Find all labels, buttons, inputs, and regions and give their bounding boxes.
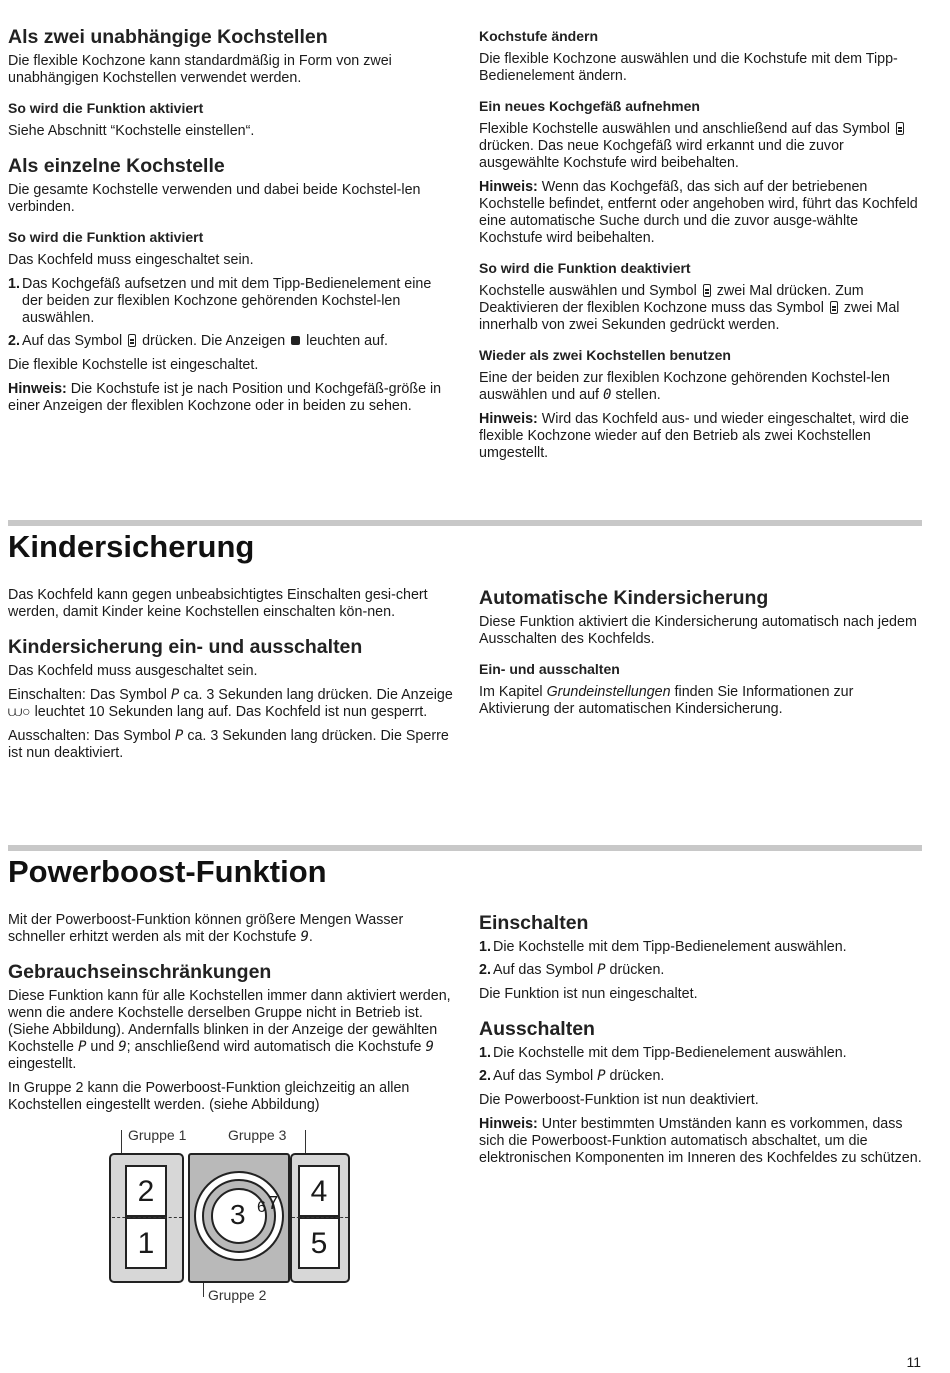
- heading-neues-kochgefaess: Ein neues Kochgefäß aufnehmen: [479, 98, 700, 114]
- label-gruppe-3: Gruppe 3: [228, 1127, 287, 1143]
- text-part: Kochstelle auswählen und Symbol: [479, 283, 697, 299]
- list-item: [8, 276, 454, 327]
- digit-zero-symbol: 0: [603, 387, 612, 403]
- power-p-symbol: P: [597, 1068, 606, 1084]
- level-9-symbol: 9: [118, 1039, 127, 1055]
- einschalten-steps: [479, 939, 923, 979]
- text-part: ; anschließend wird automatisch die Kochstufe: [126, 1039, 422, 1055]
- heading-ein-ausschalten: Ein- und ausschalten: [479, 661, 620, 677]
- hinweis-label: Hinweis:: [479, 411, 538, 427]
- flex-zone-icon: [128, 334, 136, 347]
- divider-dashed: [112, 1217, 182, 1218]
- step-text: [493, 1068, 923, 1085]
- flex-zone-icon: [896, 122, 904, 135]
- hinweis-label: Hinweis:: [479, 179, 538, 195]
- heading-einzelne-kochstelle: Als einzelne Kochstelle: [8, 155, 225, 177]
- heading-kindersicherung-ein-aus: Kindersicherung ein- und ausschalten: [8, 636, 363, 658]
- text-part: Diese Funktion kann für alle Kochstellen immer dann aktiviert werden, wenn die andere Kochstelle derselben Gruppe nicht in Betrieb ist. (Siehe Abbildung). Andernfalls blinken in der Anzeige der gewählten Kochstelle: [8, 988, 451, 1055]
- heading-deaktiviert: So wird die Funktion deaktiviert: [479, 260, 691, 276]
- heading-kochstufe-aendern: Kochstufe ändern: [479, 28, 599, 44]
- label-gruppe-2: Gruppe 2: [208, 1287, 267, 1303]
- section-divider: [8, 845, 922, 851]
- step-text: Die Kochstelle mit dem Tipp-Bedienelement auswählen.: [493, 1045, 847, 1061]
- level-9-symbol: 9: [300, 929, 309, 945]
- paragraph-deaktiviert-done: Die Powerboost-Funktion ist nun deaktiviert.: [479, 1092, 759, 1108]
- right-column-top: [479, 25, 923, 469]
- section-title-powerboost: Powerboost-Funktion: [8, 854, 327, 889]
- hinweis-text: Die Kochstufe ist je nach Position und Kochgefäß-größe in einer Anzeigen der flexiblen Kochzone oder in beiden zu sehen.: [8, 381, 442, 414]
- chapter-reference: Grundeinstellungen: [546, 684, 671, 700]
- label-gruppe-1: Gruppe 1: [128, 1127, 187, 1143]
- heading-aktiviert-2: So wird die Funktion aktiviert: [8, 229, 204, 245]
- level-9-symbol: 9: [425, 1039, 434, 1055]
- paragraph-neues-kochgefaess: [479, 121, 923, 172]
- hinweis-text: Wird das Kochfeld aus- und wieder eingeschaltet, wird die flexible Kochzone wieder auf den Betrieb als zwei Kochstellen umgestellt.: [479, 411, 909, 461]
- hinweis-label: Hinweis:: [8, 381, 67, 397]
- text-part: ca. 3 Sekunden lang drücken. Die Anzeige: [183, 687, 453, 703]
- hinweis-power: [479, 1116, 923, 1167]
- paragraph-kochstufe: Die flexible Kochzone auswählen und die Kochstufe mit dem Tipp-Bedienelement ändern.: [479, 51, 898, 84]
- text-part: Eine der beiden zur flexiblen Kochzone gehörenden Kochstel-len auswählen und auf: [479, 370, 890, 403]
- paragraph-einzeln: Die gesamte Kochstelle verwenden und dabei beide Kochstel-len verbinden.: [8, 182, 421, 215]
- list-item: [479, 939, 923, 956]
- heading-wieder-zwei: Wieder als zwei Kochstellen benutzen: [479, 347, 731, 363]
- text-part: stellen.: [615, 387, 661, 403]
- text-part: finden Sie Informationen zur Aktivierung der automatischen Kindersicherung.: [479, 684, 854, 717]
- step-number: 2.: [479, 962, 491, 978]
- paragraph-zwei: Die flexible Kochzone kann standardmäßig in Form von zwei unabhängigen Kochstellen verwendet werden.: [8, 53, 392, 86]
- step-text: Das Kochgefäß aufsetzen und mit dem Tipp-Bedienelement eine der beiden zur flexiblen Kochzone gehörenden Kochstel-len auswählen.: [22, 276, 432, 326]
- paragraph-wieder: [479, 370, 923, 404]
- step-text: [493, 962, 923, 979]
- cooking-zone-6-label: 6: [257, 1199, 266, 1216]
- text-part: Im Kapitel: [479, 684, 543, 700]
- text-part: zwei Mal drücken. Zum Deaktivieren der flexiblen Kochzone muss das Symbol: [479, 283, 864, 316]
- text-part: drücken.: [609, 962, 665, 978]
- power-p-symbol: P: [174, 728, 184, 744]
- step-number: 2.: [479, 1068, 491, 1084]
- step-number: 1.: [479, 939, 491, 955]
- paragraph-gruppe: In Gruppe 2 kann die Powerboost-Funktion gleichzeitig an allen Kochstellen eingestellt werden. (siehe Abbildung): [8, 1080, 410, 1113]
- section-title-kindersicherung: Kindersicherung: [8, 529, 255, 564]
- heading-zwei-kochstellen: Als zwei unabhängige Kochstellen: [8, 26, 328, 48]
- power-p-symbol: P: [77, 1039, 87, 1055]
- kinder-right-column: [479, 586, 923, 725]
- ausschalten-steps: [479, 1045, 923, 1085]
- paragraph-ausschalten: [8, 728, 454, 762]
- flex-zone-icon: [703, 284, 711, 297]
- text-part: drücken.: [609, 1068, 665, 1084]
- hinweis-label: Hinweis:: [479, 1116, 538, 1132]
- kinder-left-column: [8, 587, 454, 769]
- step-text-part: leuchten auf.: [306, 333, 389, 349]
- text-part: drücken. Das neue Kochgefäß wird erkannt und die zuvor ausgewählte Kochstufe wird beibehalten.: [479, 138, 844, 171]
- hinweis-2: [479, 179, 923, 247]
- cooking-zone-1: 1: [125, 1217, 167, 1269]
- key-lock-icon: ⩊○: [8, 703, 31, 719]
- list-item: [479, 1068, 923, 1085]
- page-number: 11: [906, 1354, 921, 1370]
- paragraph-deaktiviert: [479, 283, 923, 334]
- flex-zone-icon: [830, 301, 838, 314]
- text-part: leuchtet 10 Sekunden lang auf. Das Kochfeld ist nun gesperrt.: [34, 704, 428, 720]
- paragraph-eingeschaltet: Die flexible Kochstelle ist eingeschaltet.: [8, 357, 259, 373]
- text-part: Auf das Symbol: [493, 1068, 594, 1084]
- step-number: 1.: [8, 276, 20, 292]
- text-part: eingestellt.: [8, 1056, 77, 1072]
- text-part: Mit der Powerboost-Funktion können größere Mengen Wasser schneller erhitzt werden als mit der Kochstufe: [8, 912, 404, 945]
- step-text-part: drücken. Die Anzeigen: [142, 333, 286, 349]
- paragraph-gebrauch: [8, 988, 454, 1073]
- paragraph-eingeschaltet-done: Die Funktion ist nun eingeschaltet.: [479, 986, 698, 1002]
- text-part: ca. 3 Sekunden lang drücken. Die Sperre ist nun deaktiviert.: [8, 728, 449, 761]
- power-right-column: [479, 911, 923, 1174]
- left-column-top: [8, 25, 454, 422]
- indicator-dot-icon: [291, 336, 300, 345]
- heading-aktiviert-1: So wird die Funktion aktiviert: [8, 100, 204, 116]
- step-text: [22, 333, 454, 350]
- paragraph-aktiviert-1: Siehe Abschnitt “Kochstelle einstellen“.: [8, 123, 255, 139]
- paragraph-ausgeschaltet: Das Kochfeld muss ausgeschaltet sein.: [8, 663, 258, 679]
- step-number: 1.: [479, 1045, 491, 1061]
- kinder-intro: Das Kochfeld kann gegen unbeabsichtigtes Einschalten gesi-chert werden, damit Kinder keine Kochstellen einschalten kön-nen.: [8, 587, 428, 620]
- cooking-zone-7-label: 7: [268, 1193, 279, 1213]
- paragraph-aktiviert-2: Das Kochfeld muss eingeschaltet sein.: [8, 252, 254, 268]
- hinweis-text: Unter bestimmten Umständen kann es vorkommen, dass sich die Powerboost-Funktion automatisch abschaltet, um die elektronischen Komponenten im Inneren des Kochfeldes zu schützen.: [479, 1116, 922, 1166]
- cooking-zone-2: 2: [125, 1165, 167, 1217]
- text-part: zwei Mal innerhalb von zwei Sekunden gedrückt werden.: [479, 300, 900, 333]
- hinweis-1: [8, 381, 454, 415]
- list-item: [479, 1045, 923, 1062]
- step-text: Die Kochstelle mit dem Tipp-Bedienelement auswählen.: [493, 939, 847, 955]
- hinweis-text: Wenn das Kochgefäß, das sich auf der betriebenen Kochstelle befindet, entfernt oder angehoben wird, führt das Kochfeld eine automatische Suche durch und die zuvor ausge-wählte Kochstufe wird beibehalten.: [479, 179, 918, 246]
- heading-automatische-kindersicherung: Automatische Kindersicherung: [479, 587, 769, 609]
- power-intro: [8, 912, 454, 946]
- cooking-zone-5: 5: [298, 1217, 340, 1269]
- list-item: [8, 333, 454, 350]
- steps-list: [8, 276, 454, 350]
- heading-gebrauchseinschraenkungen: Gebrauchseinschränkungen: [8, 961, 272, 983]
- step-text-part: Auf das Symbol: [22, 333, 123, 349]
- power-p-symbol: P: [597, 962, 606, 978]
- text-part: Einschalten: Das Symbol: [8, 687, 167, 703]
- heading-ausschalten: Ausschalten: [479, 1018, 595, 1040]
- paragraph-einschalten: [8, 687, 454, 721]
- text-part: und: [90, 1039, 115, 1055]
- paragraph-automatisch: Diese Funktion aktiviert die Kindersicherung automatisch nach jedem Ausschalten des Kochfelds.: [479, 614, 917, 647]
- hinweis-3: [479, 411, 923, 462]
- text-part: Auf das Symbol: [493, 962, 594, 978]
- section-divider: [8, 520, 922, 526]
- heading-einschalten: Einschalten: [479, 912, 589, 934]
- paragraph-kapitel: [479, 684, 923, 718]
- text-part: Flexible Kochstelle auswählen und anschließend auf das Symbol: [479, 121, 890, 137]
- divider-dashed: [292, 1217, 348, 1218]
- cooking-zone-3-label: 3: [230, 1199, 246, 1230]
- text-part: .: [308, 929, 313, 945]
- cooktop-group-diagram: [100, 1125, 360, 1315]
- step-number: 2.: [8, 333, 20, 349]
- text-part: Ausschalten: Das Symbol: [8, 728, 171, 744]
- power-p-symbol: P: [170, 687, 180, 703]
- cooking-zone-4: 4: [298, 1165, 340, 1217]
- list-item: [479, 962, 923, 979]
- power-left-column: [8, 912, 454, 1121]
